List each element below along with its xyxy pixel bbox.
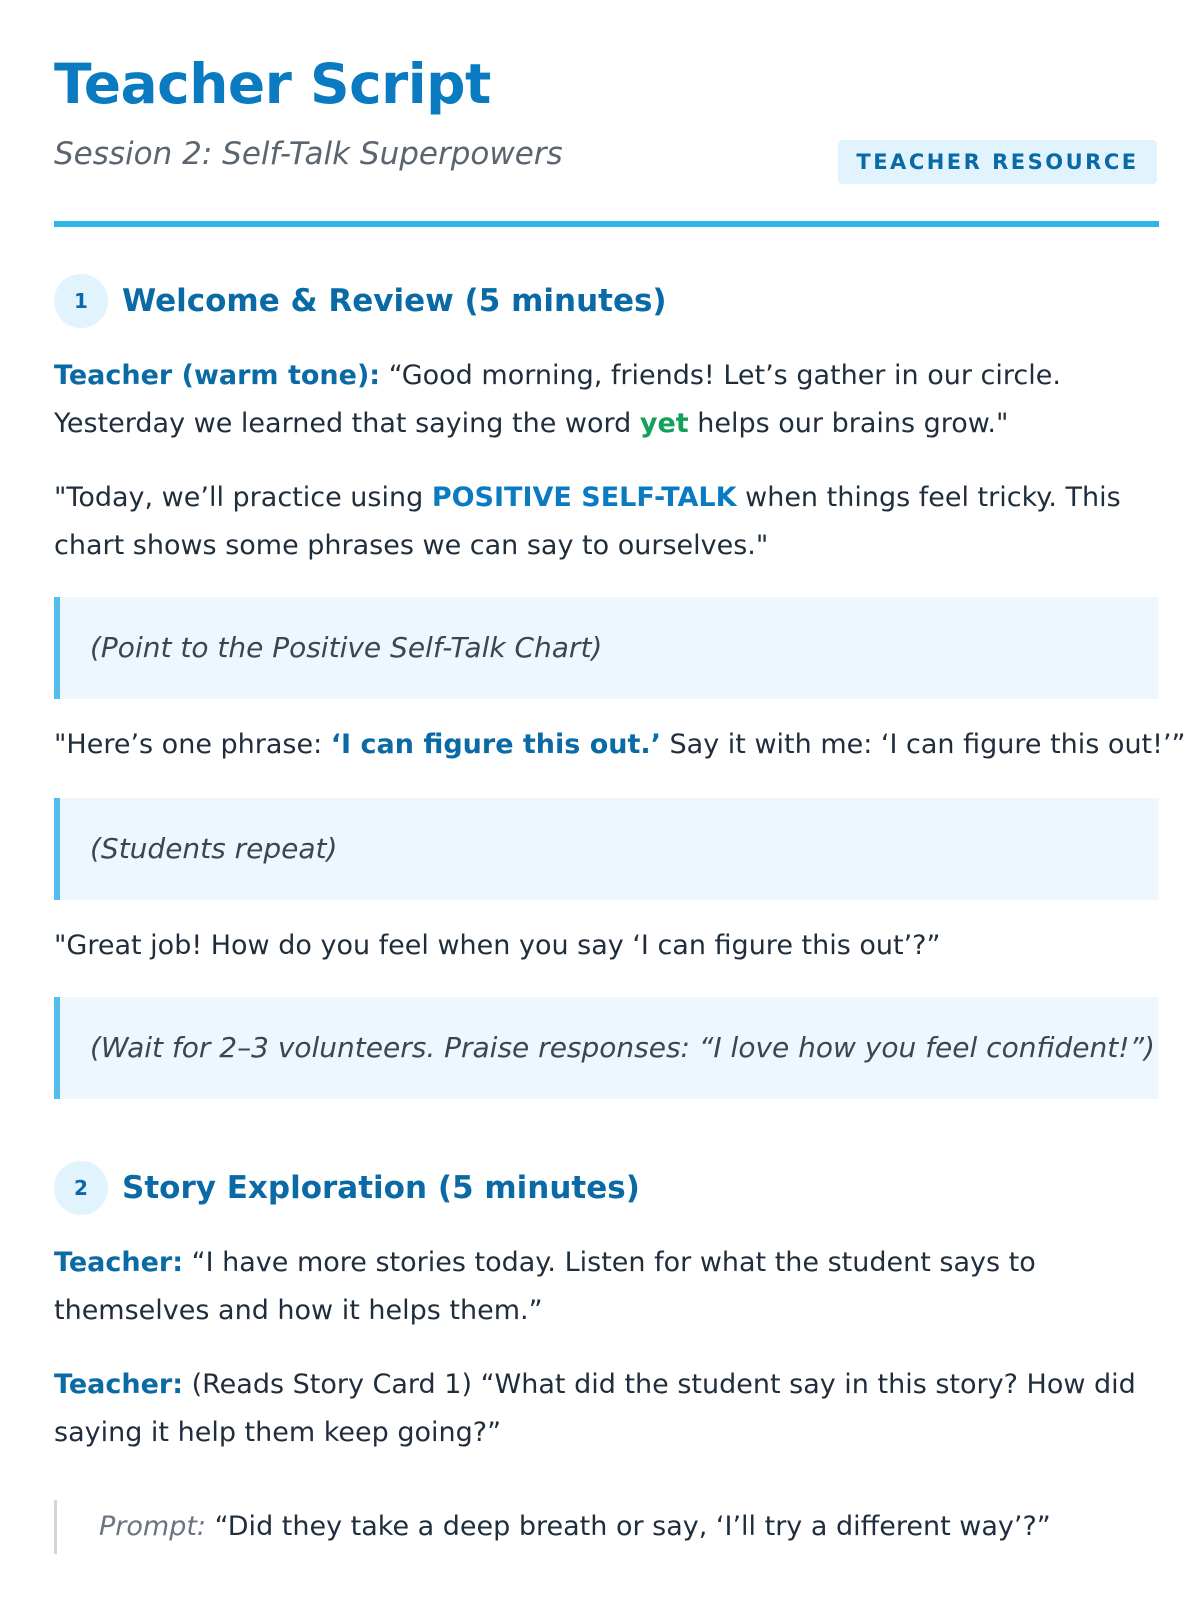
session-subtitle: Session 2: Self-Talk Superpowers	[54, 136, 563, 172]
teacher-resource-badge: TEACHER RESOURCE	[838, 140, 1157, 184]
highlight-phrase: ‘I can figure this out.’	[330, 729, 661, 760]
stage-direction-note: (Students repeat)	[54, 798, 1159, 900]
section-1-title: Welcome & Review (5 minutes)	[122, 283, 667, 319]
section-1-number: 1	[54, 274, 108, 328]
highlight-positive-self-talk: POSITIVE SELF-TALK	[431, 482, 737, 513]
section-1-paragraph-4: "Great job! How do you feel when you say ‘I can figure this out’?”	[54, 930, 941, 961]
highlight-yet: yet	[639, 408, 689, 439]
paragraph-text: "Today, we’ll practice using	[54, 482, 432, 513]
section-2-paragraph-2	[54, 1361, 1159, 1457]
paragraph-text: “Good morning, friends! Let’s gather in our circle. Yesterday we learned that saying the word	[54, 360, 1061, 439]
speaker-label: Teacher:	[54, 1247, 184, 1278]
speaker-label: Teacher:	[54, 1369, 184, 1400]
paragraph-text: “I have more stories today. Listen for what the student says to themselves and how it helps them.”	[54, 1247, 1036, 1326]
section-2-title: Story Exploration (5 minutes)	[122, 1170, 640, 1206]
section-1-heading	[54, 274, 667, 328]
prompt-text: “Did they take a deep breath or say, ‘I’ll try a different way’?”	[206, 1511, 1051, 1542]
stage-direction-note: (Wait for 2–3 volunteers. Praise responses: “I love how you feel confident!”)	[54, 997, 1159, 1099]
paragraph-text: helps our brains grow."	[688, 408, 1009, 439]
speaker-label: Teacher (warm tone):	[54, 360, 381, 391]
section-1-paragraph-1	[54, 352, 1159, 448]
paragraph-text: when things feel tricky. This chart shows some phrases we can say to ourselves."	[54, 482, 1121, 561]
prompt-label: Prompt:	[99, 1511, 207, 1542]
paragraph-text: (Reads Story Card 1) “What did the student say in this story? How did saying it help them keep going?”	[54, 1369, 1136, 1448]
section-2-heading	[54, 1161, 640, 1215]
prompt-callout	[54, 1500, 1159, 1554]
section-1-paragraph-3	[54, 721, 1186, 769]
section-2-number: 2	[54, 1161, 108, 1215]
section-1-paragraph-2	[54, 474, 1159, 570]
stage-direction-note: (Point to the Positive Self-Talk Chart)	[54, 597, 1159, 699]
section-2-paragraph-1	[54, 1239, 1159, 1335]
paragraph-text: "Here’s one phrase:	[54, 729, 331, 760]
paragraph-text: Say it with me: ‘I can figure this out!’”	[660, 729, 1186, 760]
header-divider	[54, 221, 1159, 227]
page-title: Teacher Script	[54, 52, 491, 116]
